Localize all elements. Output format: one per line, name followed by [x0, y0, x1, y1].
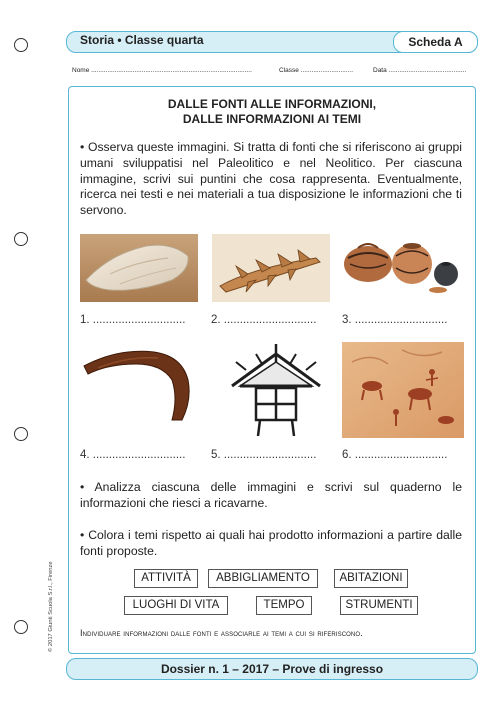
name-field[interactable]: Nome .........................................................................................	[72, 67, 252, 74]
answer-line-3[interactable]: 3. .............................	[342, 314, 448, 326]
answer-line-6[interactable]: 6. .............................	[342, 449, 448, 461]
theme-abbigliamento[interactable]: ABBIGLIAMENTO	[208, 569, 318, 588]
color-instruction: • Colora i temi rispetto ai quali hai prodotto informazioni a partire dalle fonti proposte.	[80, 528, 462, 558]
analyze-instruction: • Analizza ciascuna delle immagini e scrivi sul quaderno le informazioni che riesci a ricavarne.	[80, 480, 462, 510]
binder-hole-3	[14, 427, 28, 441]
learning-objective: Individuare informazioni dalle fonti e associarle ai temi a cui si riferiscono.	[80, 628, 363, 638]
binder-hole-4	[14, 620, 28, 634]
theme-tempo[interactable]: TEMPO	[256, 596, 312, 615]
answer-line-4[interactable]: 4. .............................	[80, 449, 186, 461]
answer-line-1[interactable]: 1. .............................	[80, 314, 186, 326]
date-field[interactable]: Data ...........................................	[373, 67, 467, 74]
answer-line-5[interactable]: 5. .............................	[211, 449, 317, 461]
pottery-vessels-image	[342, 234, 464, 302]
intro-instruction: • Osserva queste immagini. Si tratta di fonti che si riferiscono ai gruppi umani sviluppatisi nel Paleolitico e nel Neolitico. Per ciascuna immagine, scrivi sui puntini che cosa rappresenta. Eventualmente, ricerca nei testi e nei materiali a tua disposizione le informazioni che ti servono.	[80, 140, 462, 218]
cave-painting-image	[342, 342, 464, 438]
binder-hole-2	[14, 232, 28, 246]
copyright-notice: © 2017 Giunti Scuola S.r.l., Firenze	[48, 561, 54, 652]
answer-line-2[interactable]: 2. .............................	[211, 314, 317, 326]
bone-harpoon-image	[212, 234, 330, 302]
subject-label: Storia • Classe quarta	[80, 33, 204, 47]
wooden-tool-image	[78, 340, 200, 430]
sheet-label: Scheda A	[393, 31, 478, 53]
flint-tool-image	[80, 234, 198, 302]
theme-attivita[interactable]: ATTIVITÀ	[134, 569, 198, 588]
theme-abitazioni[interactable]: ABITAZIONI	[334, 569, 408, 588]
title-line-2: DALLE INFORMAZIONI AI TEMI	[182, 112, 362, 126]
page-title	[68, 97, 476, 127]
theme-luoghi-di-vita[interactable]: LUOGHI DI VITA	[124, 596, 228, 615]
theme-strumenti[interactable]: STRUMENTI	[340, 596, 418, 615]
title-line-1: DALLE FONTI ALLE INFORMAZIONI,	[167, 97, 377, 111]
class-field[interactable]: Classe .............................	[279, 67, 354, 74]
binder-hole-1	[14, 38, 28, 52]
pile-dwelling-drawing	[222, 340, 330, 440]
footer-label: Dossier n. 1 – 2017 – Prove di ingresso	[66, 658, 478, 680]
